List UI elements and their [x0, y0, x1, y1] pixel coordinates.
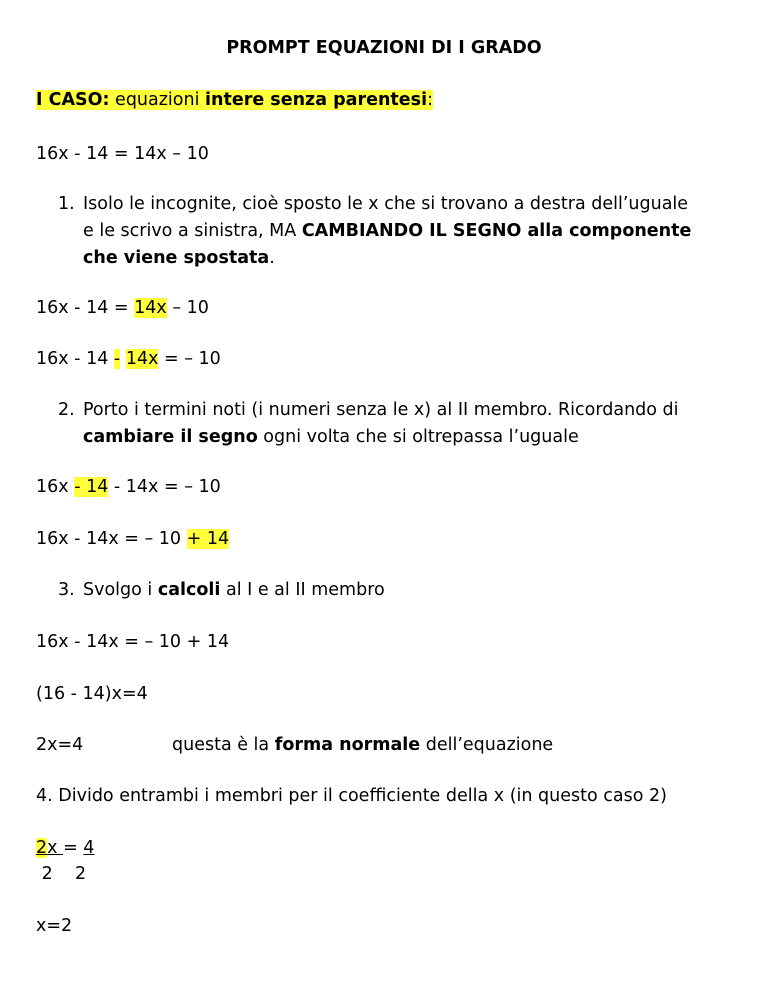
- step2-line2-bold: cambiare il segno: [83, 427, 258, 447]
- step2-line1: Porto i termini noti (i numeri senza le x) al II membro. Ricordando di: [83, 400, 679, 420]
- step1-line2-bold: CAMBIANDO IL SEGNO alla componente: [301, 221, 692, 241]
- eq1-highlight: 14x: [134, 298, 167, 318]
- equation-2: [36, 349, 221, 371]
- frac-equals: =: [63, 838, 84, 858]
- step1-line2: [83, 221, 691, 243]
- case-heading: [36, 90, 433, 112]
- normal-text-c: dell’equazione: [420, 735, 554, 755]
- eq3-left: 16x: [36, 477, 75, 497]
- eq2-right: = – 10: [158, 349, 221, 369]
- eq2-space: [120, 349, 126, 369]
- equation-0: 16x - 14 = 14x – 10: [36, 144, 209, 164]
- eq4-highlight: + 14: [186, 529, 230, 549]
- eq2-left: 16x - 14: [36, 349, 114, 369]
- eq1-left: 16x - 14 =: [36, 298, 135, 318]
- fraction-denominator: 2 2: [36, 864, 87, 884]
- equation-7: 2x=4: [36, 735, 84, 755]
- step1-line1: Isolo le incognite, cioè sposto le x che si trovano a destra dell’uguale: [83, 194, 689, 214]
- normal-form-note: [172, 735, 553, 757]
- step2-line2-text: ogni volta che si oltrepassa l’uguale: [257, 427, 579, 447]
- frac-highlight: 2: [36, 838, 48, 858]
- eq1-right: – 10: [166, 298, 209, 318]
- step3-text-c: al I e al II membro: [220, 580, 385, 600]
- step3-text-a: Svolgo i: [83, 580, 158, 600]
- step3-bold: calcoli: [157, 580, 221, 600]
- equation-5: 16x - 14x = – 10 + 14: [36, 632, 230, 652]
- step3-number: 3.: [58, 580, 75, 600]
- step2-line2: [83, 427, 579, 449]
- step1-number: 1.: [58, 194, 75, 214]
- frac-four: 4: [83, 838, 95, 858]
- frac-x: x: [47, 838, 64, 858]
- eq3-highlight: - 14: [74, 477, 109, 497]
- case-colon: :: [427, 90, 433, 110]
- case-label: I CASO:: [36, 90, 110, 110]
- case-bold: intere senza parentesi: [205, 90, 428, 110]
- step1-line3-dot: .: [269, 248, 275, 268]
- eq2-highlight-term: 14x: [125, 349, 159, 369]
- case-text: equazioni: [109, 90, 206, 110]
- step1-line3: [83, 248, 275, 270]
- step4-line: 4. Divido entrambi i membri per il coefficiente della x (in questo caso 2): [36, 786, 667, 806]
- step3-line: [83, 580, 385, 602]
- equation-1: [36, 298, 209, 320]
- result: x=2: [36, 916, 73, 936]
- page-title: PROMPT EQUAZIONI DI I GRADO: [226, 38, 542, 58]
- normal-bold: forma normale: [274, 735, 421, 755]
- eq2-highlight-sign: -: [113, 349, 121, 369]
- step1-line2-text: e le scrivo a sinistra, MA: [83, 221, 302, 241]
- equation-6: (16 - 14)x=4: [36, 684, 148, 704]
- equation-4: [36, 529, 229, 551]
- eq4-left: 16x - 14x = – 10: [36, 529, 187, 549]
- fraction-numerator: [36, 838, 94, 860]
- normal-text-a: questa è la: [172, 735, 275, 755]
- eq3-right: - 14x = – 10: [108, 477, 221, 497]
- step2-number: 2.: [58, 400, 75, 420]
- equation-3: [36, 477, 221, 499]
- step1-line3-bold: che viene spostata: [83, 248, 270, 268]
